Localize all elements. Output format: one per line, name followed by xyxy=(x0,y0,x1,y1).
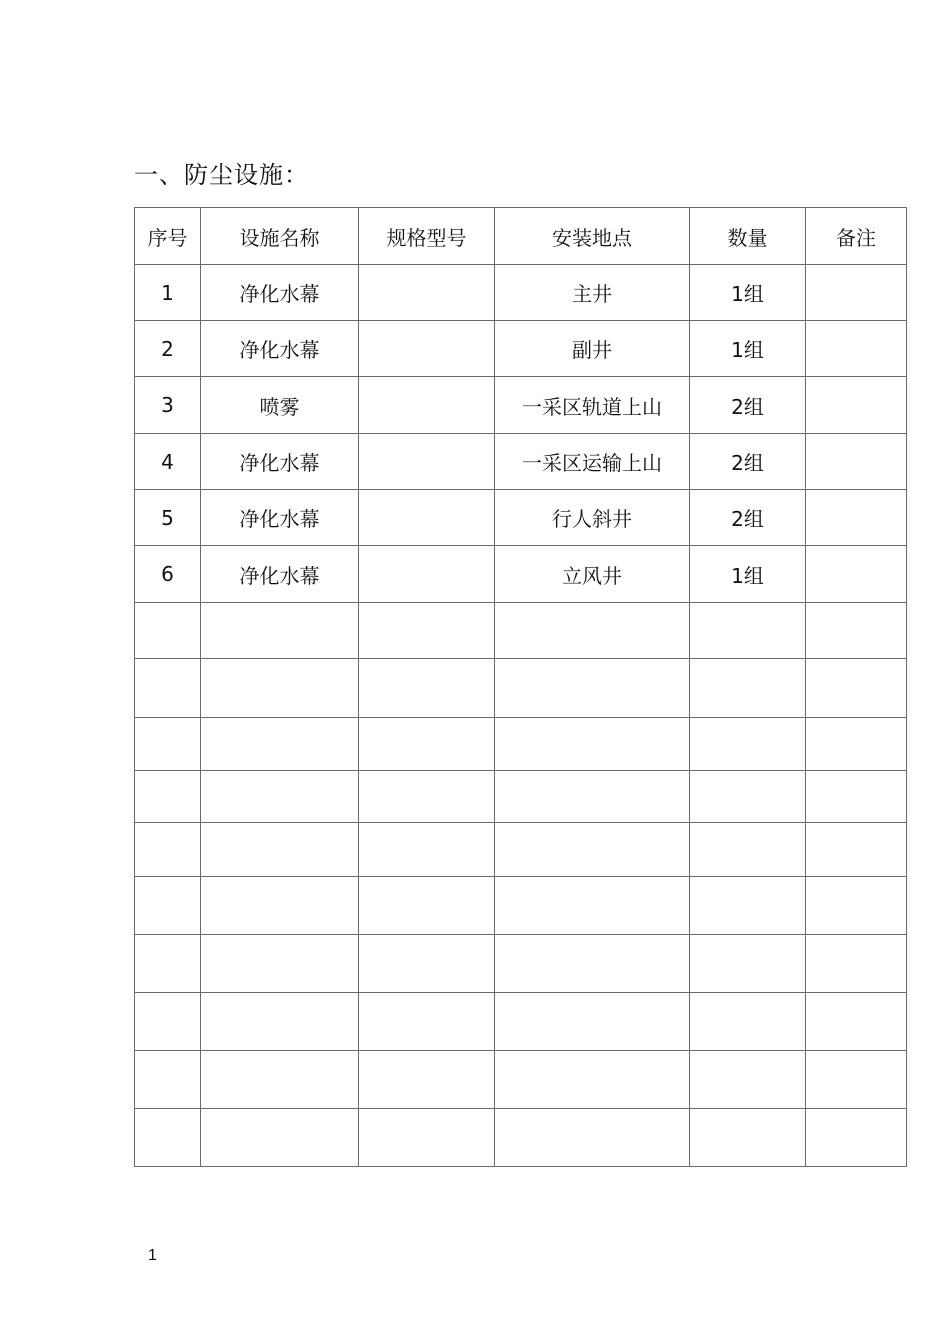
cell-remarks xyxy=(806,434,907,490)
cell-index: 1 xyxy=(135,265,201,321)
cell-index: 3 xyxy=(135,377,201,434)
table-row xyxy=(135,546,907,603)
column-header-spec-model: 规格型号 xyxy=(359,208,495,265)
cell-install-location xyxy=(495,1051,690,1109)
cell-spec-model xyxy=(359,823,495,877)
cell-install-location xyxy=(495,935,690,993)
table-row xyxy=(135,265,907,321)
cell-facility-name xyxy=(201,718,359,771)
cell-quantity xyxy=(690,771,806,823)
cell-spec-model xyxy=(359,935,495,993)
column-header-install-location: 安装地点 xyxy=(495,208,690,265)
cell-remarks xyxy=(806,659,907,718)
cell-install-location xyxy=(495,603,690,659)
cell-spec-model xyxy=(359,490,495,546)
cell-quantity xyxy=(690,659,806,718)
cell-index xyxy=(135,1051,201,1109)
cell-index: 5 xyxy=(135,490,201,546)
cell-index: 4 xyxy=(135,434,201,490)
page-number: 1 xyxy=(148,1247,157,1264)
cell-facility-name xyxy=(201,993,359,1051)
cell-remarks xyxy=(806,546,907,603)
cell-spec-model xyxy=(359,321,495,377)
cell-facility-name: 净化水幕 xyxy=(201,265,359,321)
cell-quantity xyxy=(690,823,806,877)
cell-index xyxy=(135,603,201,659)
cell-facility-name xyxy=(201,603,359,659)
cell-remarks xyxy=(806,377,907,434)
cell-install-location xyxy=(495,1109,690,1167)
cell-facility-name xyxy=(201,771,359,823)
cell-quantity: 1组 xyxy=(690,321,806,377)
cell-remarks xyxy=(806,265,907,321)
cell-facility-name xyxy=(201,1051,359,1109)
cell-facility-name: 净化水幕 xyxy=(201,546,359,603)
cell-quantity: 2组 xyxy=(690,377,806,434)
table-header-row xyxy=(135,208,907,265)
cell-facility-name xyxy=(201,935,359,993)
cell-install-location xyxy=(495,877,690,935)
table-row xyxy=(135,1051,907,1109)
cell-facility-name xyxy=(201,877,359,935)
section-title: 一、防尘设施： xyxy=(134,161,309,189)
cell-quantity xyxy=(690,935,806,993)
cell-quantity: 1组 xyxy=(690,265,806,321)
cell-index xyxy=(135,1109,201,1167)
cell-quantity xyxy=(690,718,806,771)
cell-remarks xyxy=(806,321,907,377)
cell-remarks xyxy=(806,823,907,877)
cell-remarks xyxy=(806,603,907,659)
cell-spec-model xyxy=(359,546,495,603)
cell-remarks xyxy=(806,771,907,823)
cell-facility-name xyxy=(201,1109,359,1167)
column-header-quantity: 数量 xyxy=(690,208,806,265)
column-header-facility-name: 设施名称 xyxy=(201,208,359,265)
cell-spec-model xyxy=(359,377,495,434)
table-row xyxy=(135,321,907,377)
table-row xyxy=(135,490,907,546)
cell-install-location xyxy=(495,823,690,877)
cell-spec-model xyxy=(359,265,495,321)
cell-quantity: 2组 xyxy=(690,434,806,490)
cell-install-location xyxy=(495,771,690,823)
cell-install-location: 主井 xyxy=(495,265,690,321)
table-row xyxy=(135,377,907,434)
cell-index xyxy=(135,823,201,877)
cell-quantity: 2组 xyxy=(690,490,806,546)
cell-index xyxy=(135,935,201,993)
column-header-index: 序号 xyxy=(135,208,201,265)
cell-quantity: 1组 xyxy=(690,546,806,603)
table-row xyxy=(135,659,907,718)
cell-index: 6 xyxy=(135,546,201,603)
cell-facility-name xyxy=(201,659,359,718)
cell-spec-model xyxy=(359,993,495,1051)
cell-quantity xyxy=(690,1109,806,1167)
cell-index xyxy=(135,771,201,823)
cell-install-location xyxy=(495,993,690,1051)
table-row xyxy=(135,434,907,490)
table-row xyxy=(135,1109,907,1167)
dust-facilities-table xyxy=(134,207,907,1167)
cell-spec-model xyxy=(359,659,495,718)
table-row xyxy=(135,877,907,935)
table-row xyxy=(135,935,907,993)
cell-spec-model xyxy=(359,771,495,823)
cell-quantity xyxy=(690,993,806,1051)
cell-index xyxy=(135,993,201,1051)
column-header-remarks: 备注 xyxy=(806,208,907,265)
cell-facility-name: 净化水幕 xyxy=(201,434,359,490)
cell-remarks xyxy=(806,1051,907,1109)
cell-facility-name xyxy=(201,823,359,877)
cell-remarks xyxy=(806,1109,907,1167)
cell-install-location: 一采区轨道上山 xyxy=(495,377,690,434)
cell-index xyxy=(135,877,201,935)
cell-spec-model xyxy=(359,1109,495,1167)
cell-quantity xyxy=(690,603,806,659)
cell-remarks xyxy=(806,877,907,935)
cell-spec-model xyxy=(359,1051,495,1109)
cell-index xyxy=(135,718,201,771)
cell-install-location xyxy=(495,659,690,718)
cell-facility-name: 净化水幕 xyxy=(201,321,359,377)
cell-spec-model xyxy=(359,877,495,935)
cell-facility-name: 喷雾 xyxy=(201,377,359,434)
cell-remarks xyxy=(806,490,907,546)
cell-spec-model xyxy=(359,603,495,659)
cell-spec-model xyxy=(359,434,495,490)
cell-install-location: 行人斜井 xyxy=(495,490,690,546)
table-row xyxy=(135,993,907,1051)
cell-install-location: 一采区运输上山 xyxy=(495,434,690,490)
cell-install-location xyxy=(495,718,690,771)
cell-install-location: 副井 xyxy=(495,321,690,377)
cell-install-location: 立风井 xyxy=(495,546,690,603)
table-row xyxy=(135,718,907,771)
cell-spec-model xyxy=(359,718,495,771)
cell-facility-name: 净化水幕 xyxy=(201,490,359,546)
cell-quantity xyxy=(690,1051,806,1109)
cell-index xyxy=(135,659,201,718)
cell-quantity xyxy=(690,877,806,935)
table-row xyxy=(135,823,907,877)
cell-remarks xyxy=(806,718,907,771)
table-row xyxy=(135,603,907,659)
cell-remarks xyxy=(806,993,907,1051)
table-row xyxy=(135,771,907,823)
cell-index: 2 xyxy=(135,321,201,377)
cell-remarks xyxy=(806,935,907,993)
